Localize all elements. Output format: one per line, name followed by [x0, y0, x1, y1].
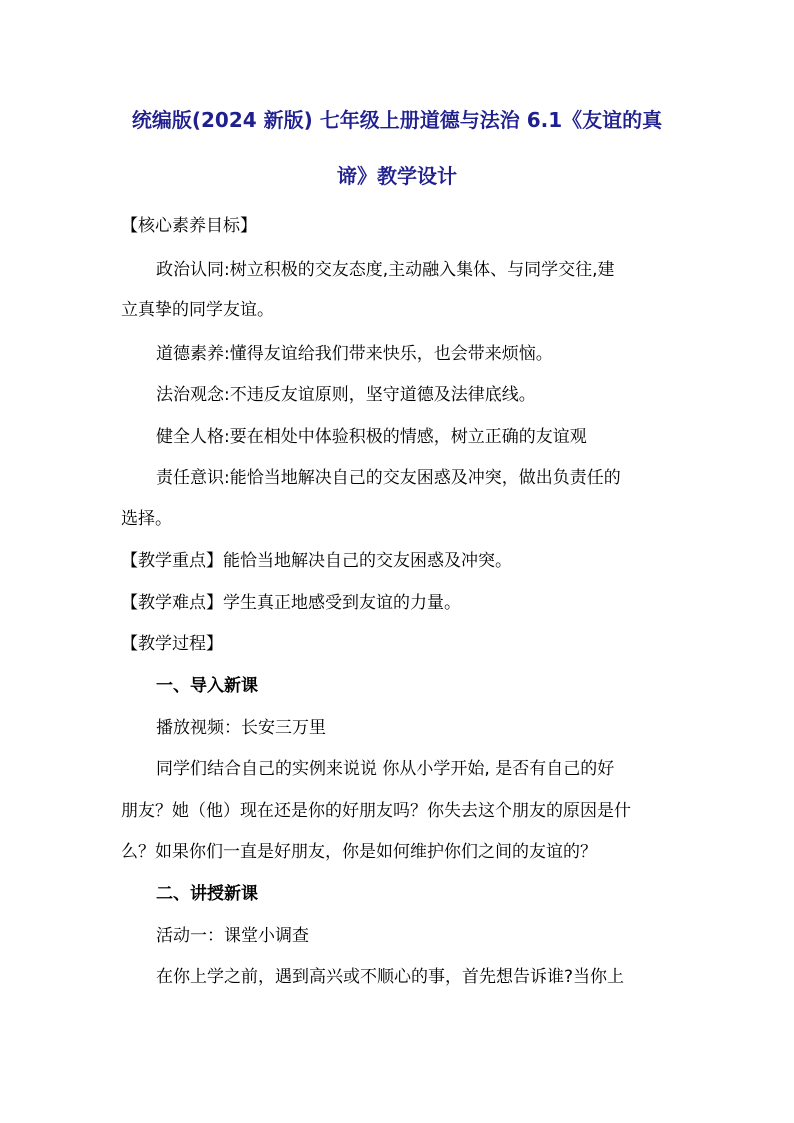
document-title-line-2: 谛》教学设计 [337, 164, 457, 188]
activity-one-line: 活动一：课堂小调查 [156, 926, 309, 946]
video-line: 播放视频：长安三万里 [156, 718, 326, 738]
teaching-difficult-point: 【教学难点】学生真正地感受到友谊的力量。 [121, 593, 461, 613]
teaching-key-point: 【教学重点】能恰当地解决自己的交友困惑及冲突。 [121, 551, 512, 571]
moral-literacy-paragraph: 道德素养:懂得友谊给我们带来快乐，也会带来烦恼。 [156, 344, 553, 364]
teaching-process-heading: 【教学过程】 [121, 634, 223, 654]
document-title-line-1: 统编版(2024 新版) 七年级上册道德与法治 6.1《友谊的真 [131, 108, 663, 132]
sound-personality-paragraph: 健全人格:要在相处中体验积极的情感，树立正确的友谊观 [156, 427, 587, 447]
political-identity-paragraph-line-2: 立真挚的同学友谊。 [121, 300, 274, 320]
responsibility-paragraph-line-2: 选择。 [121, 509, 172, 529]
responsibility-paragraph-line-1: 责任意识:能恰当地解决自己的交友困惑及冲突，做出负责任的 [156, 468, 621, 488]
core-literacy-heading: 【核心素养目标】 [121, 216, 257, 236]
political-identity-paragraph-line-1: 政治认同:树立积极的交友态度,主动融入集体、与同学交往,建 [156, 260, 615, 280]
intro-question-line-3: 么？如果你们一直是好朋友，你是如何维护你们之间的友谊的？ [121, 842, 597, 862]
survey-paragraph-line-1: 在你上学之前，遇到高兴或不顺心的事，首先想告诉谁?当你上 [156, 967, 625, 987]
section-teaching-heading: 二、讲授新课 [156, 884, 258, 904]
legal-concept-paragraph: 法治观念:不违反友谊原则，坚守道德及法律底线。 [156, 385, 536, 405]
section-intro-heading: 一、导入新课 [156, 676, 258, 696]
intro-question-line-2: 朋友？她（他）现在还是你的好朋友吗？你失去这个朋友的原因是什 [121, 801, 631, 821]
intro-question-line-1: 同学们结合自己的实例来说说 你从小学开始, 是否有自己的好 [156, 759, 615, 779]
